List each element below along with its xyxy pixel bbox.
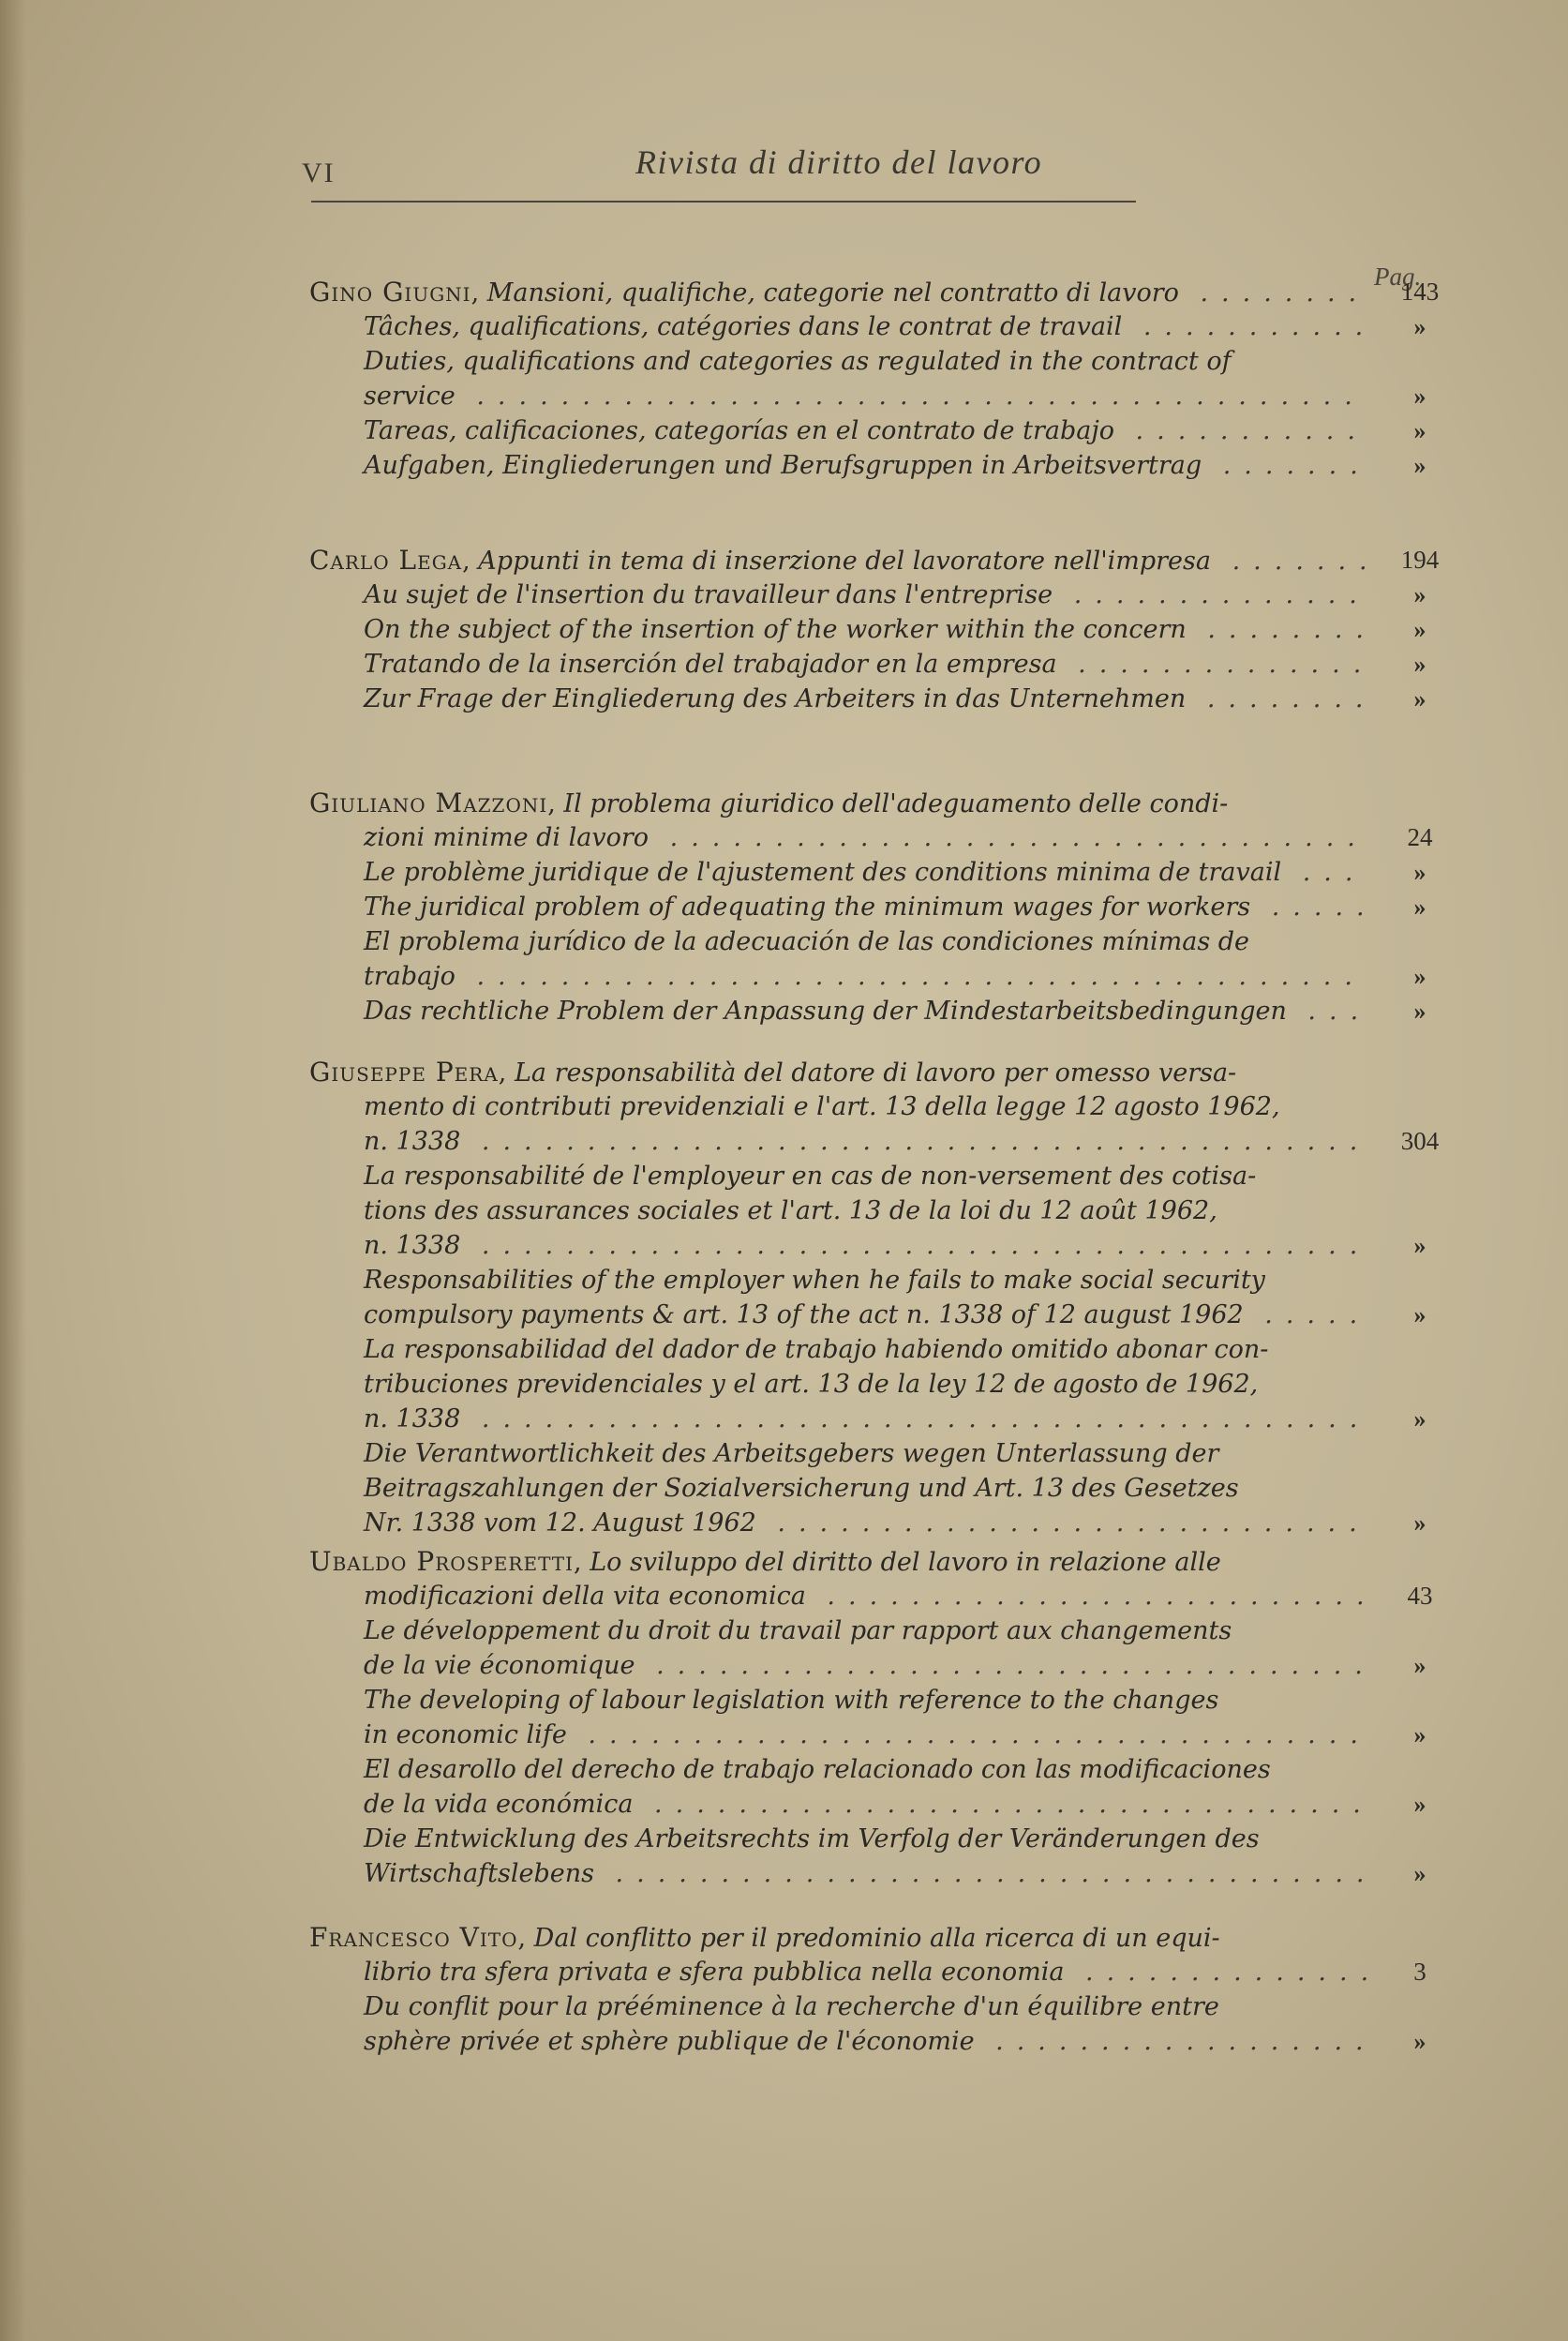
translation-text: librio tra sfera privata e sfera pubblica nella economia [364,1958,1065,1987]
dot-leader: ..... [1243,1300,1371,1329]
translation-line [309,924,1434,959]
dot-leader: .......................... [805,1582,1378,1611]
translation-text: compulsory payments & art. 13 of the act n. 1338 of 12 august 1962 [364,1300,1244,1329]
translation-line [309,1332,1434,1367]
translation-text: Tareas, calificaciones, categorías en el contrato de trabajo [364,416,1114,445]
translation-line [309,1193,1434,1228]
dot-leader: .................................... [593,1859,1378,1888]
translation-line [309,1752,1434,1787]
translation-text: Le développement du droit du travail par rapport aux changements [364,1616,1232,1645]
translation-text: Le problème juridique de l'ajustement des conditions minima de travail [364,858,1282,887]
translation-text: The developing of labour legislation with reference to the changes [364,1686,1219,1715]
translation-text: mento di contributi previdenziali e l'art. 13 della legge 12 agosto 1962, [364,1092,1280,1121]
ditto-mark: » [1413,963,1426,990]
translation-text: Wirtschaftslebens [364,1859,594,1888]
dot-leader: .................................. [635,1651,1376,1680]
title-text: Lo sviluppo del diritto del lavoro in relazione alle [590,1548,1221,1577]
translation-text: El problema jurídico de la adecuación de las condiciones mínimas de [364,927,1250,956]
ditto-mark: » [1413,1301,1426,1328]
dot-leader: ........... [1113,416,1368,445]
pag-label: Pag. [1374,263,1422,291]
dot-leader: ........ [1178,278,1370,308]
translation-text: Du conflit pour la prééminence à la recherche d'un équilibre entre [364,1992,1219,2021]
translation-line [309,1955,1434,1989]
translation-text: Tratando de la inserción del trabajador en la empresa [364,650,1057,679]
ditto-mark: » [1413,651,1426,678]
dot-leader: .......................................... [455,382,1366,411]
dot-leader: ..... [1250,893,1378,922]
title-line: Francesco Vito, Dal conflitto per il predominio alla ricerca di un equi- [309,1922,1220,1953]
ditto-mark: » [1413,2028,1426,2055]
translation-line [309,309,1434,344]
ditto-mark: » [1413,452,1426,479]
translation-line [309,1298,1434,1332]
translation-text: Beitragszahlungen der Sozialversicherung und Art. 13 des Gesetzes [364,1474,1239,1503]
ditto-mark: » [1413,859,1426,886]
ditto-mark: » [1413,1405,1426,1433]
translation-line [309,413,1434,448]
translation-text: n. 1338 [364,1231,461,1260]
translation-text: Die Verantwortlichkeit des Arbeitsgebers wegen Unterlassung der [364,1439,1219,1468]
translation-line [309,1718,1434,1752]
dot-leader: .................. [974,2027,1377,2056]
translation-line [309,1402,1434,1436]
ditto-mark: » [1413,1791,1426,1818]
translation-text: Duties, qualifications and categories as regulated in the contract of [364,347,1232,376]
translation-text: El desarollo del derecho de trabajo relacionado con las modificaciones [364,1755,1271,1784]
page-ref: 194 [1400,546,1440,574]
title-text: Il problema giuridico dell'adeguamento delle condi- [563,789,1229,818]
page-ref: 3 [1413,1958,1426,1986]
author-name: Giuliano Mazzoni [309,788,548,818]
translation-line [309,1471,1434,1506]
translation-text: The juridical problem of adequating the minimum wages for workers [364,893,1251,922]
translation-text: trabajo [364,962,455,991]
translation-text: La responsabilidad del dador de trabajo habiendo omitido abonar con- [364,1335,1269,1364]
translation-line [309,1159,1434,1193]
ditto-mark: » [1413,1232,1426,1259]
author-name: Ubaldo Prosperetti [309,1546,575,1577]
dot-leader: .......................................... [460,1404,1371,1433]
dot-leader: .......................................... [460,1231,1371,1260]
dot-leader: ... [1286,997,1372,1026]
ditto-mark: » [1413,1509,1426,1537]
toc-entry [309,543,1440,716]
dot-leader: .......................................... [460,1127,1371,1156]
translation-line [309,1856,1434,1891]
translation-line [309,1989,1434,2024]
title-text: Appunti in tema di inserzione del lavoratore nell'impresa [478,547,1211,576]
dot-leader: ... [1281,858,1366,887]
ditto-mark: » [1413,417,1426,444]
title-line: Ubaldo Prosperetti, Lo sviluppo del diritto del lavoro in relazione alle [309,1546,1221,1577]
translation-text: Zur Frage der Eingliederung des Arbeiters in das Unternehmen [364,684,1187,713]
page-ref: 304 [1400,1127,1440,1155]
toc-entry [309,275,1440,483]
translation-text: zioni minime di lavoro [364,823,650,852]
translation-line [309,820,1434,855]
translation-line [309,1787,1434,1822]
dot-leader: ........... [1122,312,1377,341]
translation-line [309,1613,1434,1648]
ditto-mark: » [1413,998,1426,1025]
title-line: Gino Giugni, Mansioni, qualifiche, categorie nel contratto di lavoro ........ 143 [309,275,1434,309]
translation-text: Nr. 1338 vom 12. August 1962 [364,1508,756,1538]
ditto-mark: » [1413,1652,1426,1679]
translation-line [309,1436,1434,1471]
translation-text: Die Entwicklung des Arbeitsrechts im Verfolg der Veränderungen des [364,1824,1260,1853]
translation-line [309,1579,1434,1613]
dot-leader: ....... [1210,547,1381,576]
author-name: Giuseppe Pera [309,1057,499,1088]
title-text: Dal conflitto per il predominio alla ricerca di un equi- [533,1924,1220,1953]
title-text: La responsabilità del datore di lavoro per omesso versa- [514,1058,1237,1088]
title-line: Giuliano Mazzoni, Il problema giuridico dell'adeguamento delle condi- [309,788,1229,818]
translation-text: de la vie économique [364,1651,635,1680]
page-ref: 143 [1400,278,1440,306]
translation-line [309,1648,1434,1683]
translation-text: Das rechtliche Problem der Anpassung der Mindestarbeitsbedingungen [364,997,1287,1026]
translation-line [309,890,1434,924]
dot-leader: .................................. [633,1790,1374,1819]
toc-entry [309,1920,1434,2059]
dot-leader: ........ [1186,615,1377,644]
dot-leader: .............. [1053,580,1370,609]
author-name: Gino Giugni [309,277,471,308]
translation-text: Tâches, qualifications, catégories dans le contrat de travail [364,312,1123,341]
translation-text: service [364,382,455,411]
dot-leader: ................................. [649,823,1368,852]
translation-text: sphère privée et sphère publique de l'économie [364,2027,975,2056]
translation-line [309,612,1434,647]
translation-line [309,578,1434,612]
translation-text: de la vida económica [364,1790,634,1819]
translation-line [309,448,1434,483]
title-text: Mansioni, qualifiche, categorie nel contratto di lavoro [486,278,1179,308]
dot-leader: ..................................... [566,1720,1371,1749]
translation-text: in economic life [364,1720,567,1749]
translation-text: modificazioni della vita economica [364,1582,806,1611]
toc-entry [309,1544,1434,1891]
translation-text: La responsabilité de l'employeur en cas de non-versement des cotisa- [364,1162,1257,1191]
dot-leader: ........ [1186,684,1377,713]
translation-line [309,1822,1434,1856]
dot-leader: .............. [1064,1958,1382,1987]
translation-text: On the subject of the insertion of the worker within the concern [364,615,1187,644]
author-name: Carlo Lega [309,545,463,576]
translation-line [309,344,1434,379]
ditto-mark: » [1413,581,1426,608]
ditto-mark: » [1413,893,1426,921]
translation-line [309,1228,1434,1263]
translation-text: n. 1338 [364,1404,461,1433]
title-line: Carlo Lega, Appunti in tema di inserzione del lavoratore nell'impresa ....... 194 [309,543,1434,578]
ditto-mark: » [1413,616,1426,643]
translation-line [309,1506,1434,1540]
translation-line [309,682,1434,716]
ditto-mark: » [1413,685,1426,713]
author-name: Francesco Vito [309,1922,518,1953]
dot-leader: ....... [1202,451,1371,480]
ditto-mark: » [1413,383,1426,410]
ditto-mark: » [1413,1721,1426,1748]
dot-leader: .......................................... [455,962,1366,991]
translation-line [309,1124,1440,1159]
translation-line [309,994,1434,1028]
translation-text: Responsabilities of the employer when he fails to make social security [364,1266,1265,1295]
translation-text: Aufgaben, Eingliederungen und Berufsgruppen in Arbeitsvertrag [364,451,1202,480]
translation-text: tribuciones previdenciales y el art. 13 de la ley 12 de agosto de 1962, [364,1370,1259,1399]
journal-title: Rivista di diritto del lavoro [635,143,1043,181]
translation-line [309,1089,1434,1124]
translation-text: n. 1338 [364,1127,461,1156]
page-ref: 24 [1407,823,1433,851]
translation-line [309,1683,1434,1718]
translation-line [309,379,1434,413]
translation-line [309,1263,1434,1298]
title-line: Giuseppe Pera, La responsabilità del datore di lavoro per omesso versa- [309,1057,1237,1088]
page-number: VI [302,158,336,188]
translation-line [309,1367,1434,1402]
translation-line [309,855,1434,890]
dot-leader: .............. [1056,650,1375,679]
page-ref: 43 [1407,1582,1433,1610]
toc-entry [309,1055,1440,1540]
translation-line [309,2024,1434,2059]
translation-line [309,647,1434,682]
translation-text: Au sujet de l'insertion du travailleur dans l'entreprise [364,580,1053,609]
ditto-mark: » [1413,313,1426,340]
dot-leader: ............................ [755,1508,1370,1538]
ditto-mark: » [1413,1860,1426,1887]
translation-text: tions des assurances sociales et l'art. 13 de la loi du 12 août 1962, [364,1196,1217,1225]
toc-entry [309,786,1434,1028]
translation-line [309,959,1434,994]
